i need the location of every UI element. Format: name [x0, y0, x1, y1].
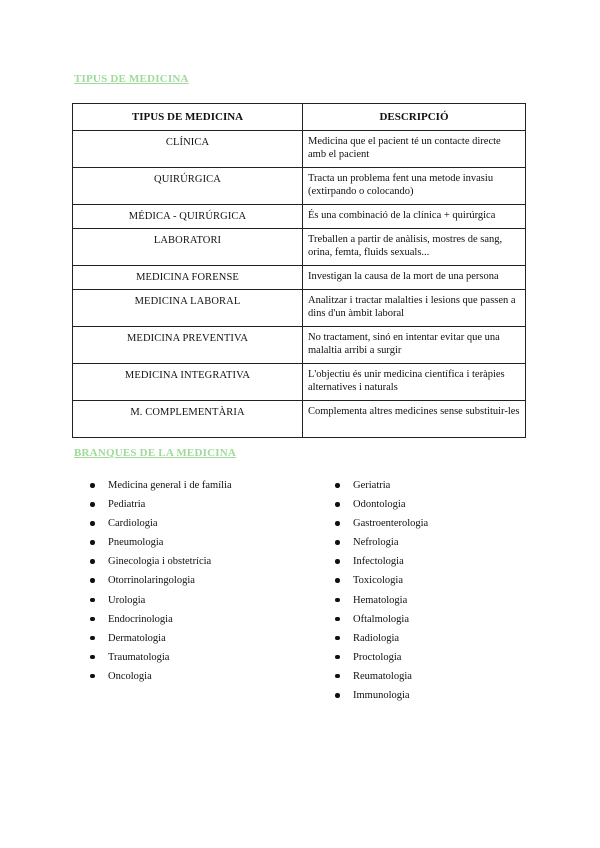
list-item: Odontologia: [333, 495, 428, 514]
description-cell: Tracta un problema fent una metode invasiu (extirpando o colocando): [303, 168, 526, 205]
list-item: Toxicologia: [333, 571, 428, 590]
type-cell: MEDICINA LABORAL: [73, 290, 303, 327]
table-row: [73, 364, 526, 401]
table-row: [73, 205, 526, 229]
list-item: Hematologia: [333, 591, 428, 610]
medicine-types-table: [72, 103, 526, 438]
description-cell: Treballen a partir de anàlisis, mostres de sang, orina, femta, fluids sexuals...: [303, 229, 526, 266]
list-item: Proctologia: [333, 648, 428, 667]
list-item: Urologia: [88, 591, 232, 610]
list-item: Medicina general i de família: [88, 476, 232, 495]
list-item: Gastroenterologia: [333, 514, 428, 533]
description-cell: Analitzar i tractar malalties i lesions que passen a dins d'un àmbit laboral: [303, 290, 526, 327]
table-row: [73, 266, 526, 290]
list-item: Otorrinolaringologia: [88, 571, 232, 590]
header-type: TIPUS DE MEDICINA: [73, 104, 303, 131]
description-cell: Medicina que el pacient té un contacte directe amb el pacient: [303, 131, 526, 168]
section-title-tipus: TIPUS DE MEDICINA: [74, 73, 189, 85]
type-cell: MÉDICA - QUIRÚRGICA: [73, 205, 303, 229]
list-item: Oncologia: [88, 667, 232, 686]
description-cell: L'objectiu és unir medicina científica i teràpies alternatives i naturals: [303, 364, 526, 401]
description-cell: Investigan la causa de la mort de una persona: [303, 266, 526, 290]
type-cell: QUIRÚRGICA: [73, 168, 303, 205]
list-item: Nefrologia: [333, 533, 428, 552]
type-cell: MEDICINA FORENSE: [73, 266, 303, 290]
description-cell: És una combinació de la clínica + quirúrgica: [303, 205, 526, 229]
list-item: Endocrinologia: [88, 610, 232, 629]
list-item: Traumatologia: [88, 648, 232, 667]
table-row: [73, 401, 526, 438]
list-item: Geriatria: [333, 476, 428, 495]
list-item: Reumatologia: [333, 667, 428, 686]
table-row: [73, 290, 526, 327]
branches-list-right: [333, 476, 428, 705]
table-row: [73, 327, 526, 364]
type-cell: MEDICINA PREVENTIVA: [73, 327, 303, 364]
type-cell: LABORATORI: [73, 229, 303, 266]
table-header-row: [73, 104, 526, 131]
list-item: Radiologia: [333, 629, 428, 648]
list-item: Pediatria: [88, 495, 232, 514]
type-cell: MEDICINA INTEGRATIVA: [73, 364, 303, 401]
type-cell: M. COMPLEMENTÀRIA: [73, 401, 303, 438]
table-row: [73, 229, 526, 266]
list-item: Ginecologia i obstetrícia: [88, 552, 232, 571]
list-item: Cardiologia: [88, 514, 232, 533]
list-item: Infectologia: [333, 552, 428, 571]
table-row: [73, 168, 526, 205]
list-item: Immunologia: [333, 686, 428, 705]
header-description: DESCRIPCIÓ: [303, 104, 526, 131]
table-row: [73, 131, 526, 168]
list-item: Pneumologia: [88, 533, 232, 552]
list-item: Oftalmologia: [333, 610, 428, 629]
list-item: Dermatologia: [88, 629, 232, 648]
section-title-branques: BRANQUES DE LA MEDICINA: [74, 447, 236, 459]
description-cell: No tractament, sinó en intentar evitar que una malaltia arribi a surgir: [303, 327, 526, 364]
type-cell: CLÍNICA: [73, 131, 303, 168]
description-cell: Complementa altres medicines sense substituir-les: [303, 401, 526, 438]
branches-list-left: [88, 476, 232, 686]
